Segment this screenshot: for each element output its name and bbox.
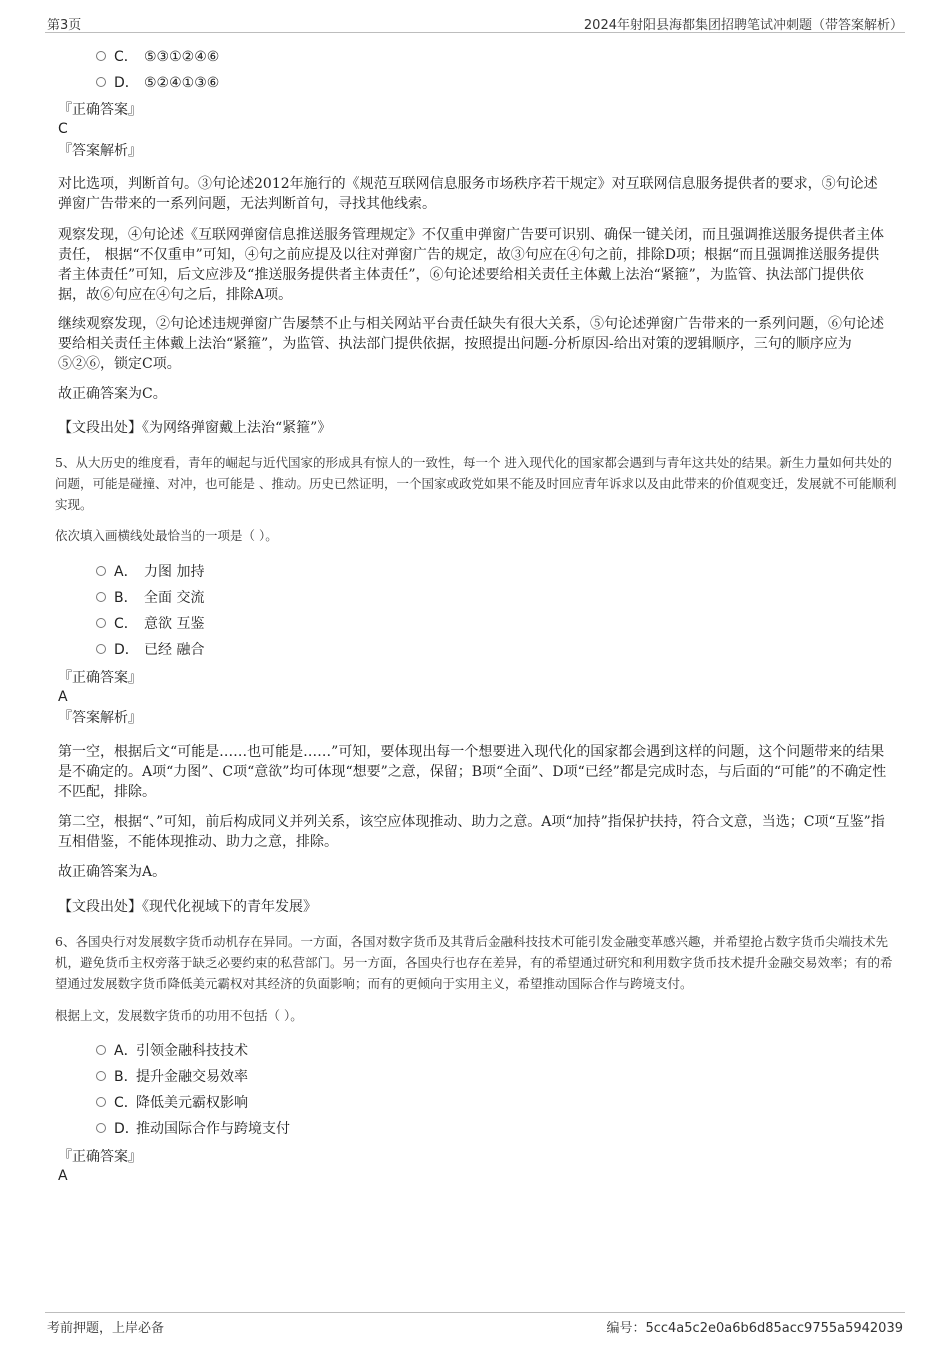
q5-analysis-p1: 第一空，根据后文“可能是……也可能是……”可知，要体现出每一个想要进入现代化的国家都会遇到这样的问题，这个问题带来的结果是不确定的。A项“力图”、C项“意欲”均可体现“想要”之意，保留；B项“全面”、D项“已经”都是完成时态，与后面的“可能”的不确定性不匹配，排除。 [58,744,887,800]
q5-analysis-label: 『答案解析』 [58,710,142,726]
radio-icon[interactable] [96,1123,106,1133]
q5-option-b[interactable]: B． 全面 交流 [96,588,204,608]
q5-option-c[interactable]: C． 意欲 互鉴 [96,614,204,634]
q5-answer-label: 『正确答案』 [58,670,142,686]
radio-icon[interactable] [96,77,106,87]
q4-analysis-p4: 故正确答案为C。 [58,386,167,402]
radio-icon[interactable] [96,51,106,61]
document-id: 编号：5cc4a5c2e0a6b6d85acc9755a5942039 [606,1321,903,1336]
q6-option-a[interactable]: A．引领金融科技技术 [96,1041,248,1061]
q4-answer-label: 『正确答案』 [58,102,142,118]
q4-source: 【文段出处】《为网络弹窗戴上法治“紧箍”》 [58,420,332,436]
q5-analysis-p2: 第二空，根据“、”可知，前后构成同义并列关系，该空应体现推动、助力之意。A项“加持”指保护扶持，符合文意，当选；C项“互鉴”指互相借鉴，不能体现推动、助力之意，排除。 [58,814,885,850]
q4-answer: C [58,121,68,137]
radio-icon[interactable] [96,566,106,576]
radio-icon[interactable] [96,1071,106,1081]
radio-icon[interactable] [96,592,106,602]
document-title: 2024年射阳县海都集团招聘笔试冲刺题（带答案解析） [583,18,903,33]
footer-slogan: 考前押题，上岸必备 [47,1321,165,1336]
q5-option-a[interactable]: A． 力图 加持 [96,562,204,582]
q6-option-c[interactable]: C．降低美元霸权影响 [96,1093,248,1113]
q6-option-d[interactable]: D．推动国际合作与跨境支付 [96,1119,290,1139]
q4-analysis-label: 『答案解析』 [58,143,142,159]
page-header [45,12,905,33]
radio-icon[interactable] [96,618,106,628]
q4-analysis-p2: 观察发现，④句论述《互联网弹窗信息推送服务管理规定》不仅重申弹窗广告要可识别、确保一键关闭，而且强调推送服务提供者主体责任， 根据“不仅重申”可知，④句之前应提及以往对弹窗广告的规定，故③句应在④句之前，排除D项；根据“而且强调推送服务提供者主体责任”可知，后文应涉及“推送服务提供者主体责任”，⑥句论述要给相关责任主体戴上法治“紧箍”，为监管、执法部门提供依据，故⑥句应在④句之后，排除A项。 [58,227,884,303]
radio-icon[interactable] [96,1045,106,1055]
q4-analysis-p3: 继续观察发现，②句论述违规弹窗广告屡禁不止与相关网站平台责任缺失有很大关系，⑤句论述弹窗广告带来的一系列问题，⑥句论述要给相关责任主体戴上法治“紧箍”，为监管、执法部门提供依据，按照提出问题-分析原因-给出对策的逻辑顺序，三句的顺序应为⑤②⑥，锁定C项。 [58,316,884,372]
q6-prompt: 根据上文，发展数字货币的功用不包括（ ）。 [55,1008,303,1023]
page-footer [45,1312,905,1336]
q4-analysis-p1: 对比选项，判断首句。③句论述2012年施行的《规范互联网信息服务市场秩序若干规定》对互联网信息服务提供者的要求，⑤句论述弹窗广告带来的一系列问题，无法判断首句，寻找其他线索。 [58,176,878,212]
q5-answer: A [58,689,68,705]
q6-answer: A [58,1168,68,1184]
page-number: 第3页 [47,18,82,33]
q6-question: 6、各国央行对发展数字货币动机存在异同。一方面，各国对数字货币及其背后金融科技技术可能引发金融变革感兴趣，并希望抢占数字货币尖端技术先机，避免货币主权旁落于缺乏必要约束的私营部门。另一方面，各国央行也存在差异，有的希望通过研究和利用数字货币技术提升金融交易效率；有的希望通过发展数字货币降低美元霸权对其经济的负面影响；而有的更倾向于实用主义，希望推动国际合作与跨境支付。 [55,934,893,991]
q4-option-d[interactable]: D． ⑤②④①③⑥ [96,73,219,93]
q6-answer-label: 『正确答案』 [58,1149,142,1165]
q5-source: 【文段出处】《现代化视域下的青年发展》 [58,899,317,915]
q6-option-b[interactable]: B．提升金融交易效率 [96,1067,248,1087]
q5-option-d[interactable]: D． 已经 融合 [96,640,204,660]
q5-prompt: 依次填入画横线处最恰当的一项是（ ）。 [55,528,278,543]
q5-analysis-p3: 故正确答案为A。 [58,864,167,880]
radio-icon[interactable] [96,644,106,654]
radio-icon[interactable] [96,1097,106,1107]
q5-question: 5、从大历史的维度看，青年的崛起与近代国家的形成具有惊人的一致性，每一个 进入现代化的国家都会遇到与青年这共处的结果。新生力量如何共处的问题，可能是碰撞、对冲，也可能是 、推动。历史已然证明，一个国家或政党如果不能及时回应青年诉求以及由此带来的价值观变迁，发展就不可能顺利实现。 [55,455,897,512]
q4-option-c[interactable]: C． ⑤③①②④⑥ [96,47,219,67]
